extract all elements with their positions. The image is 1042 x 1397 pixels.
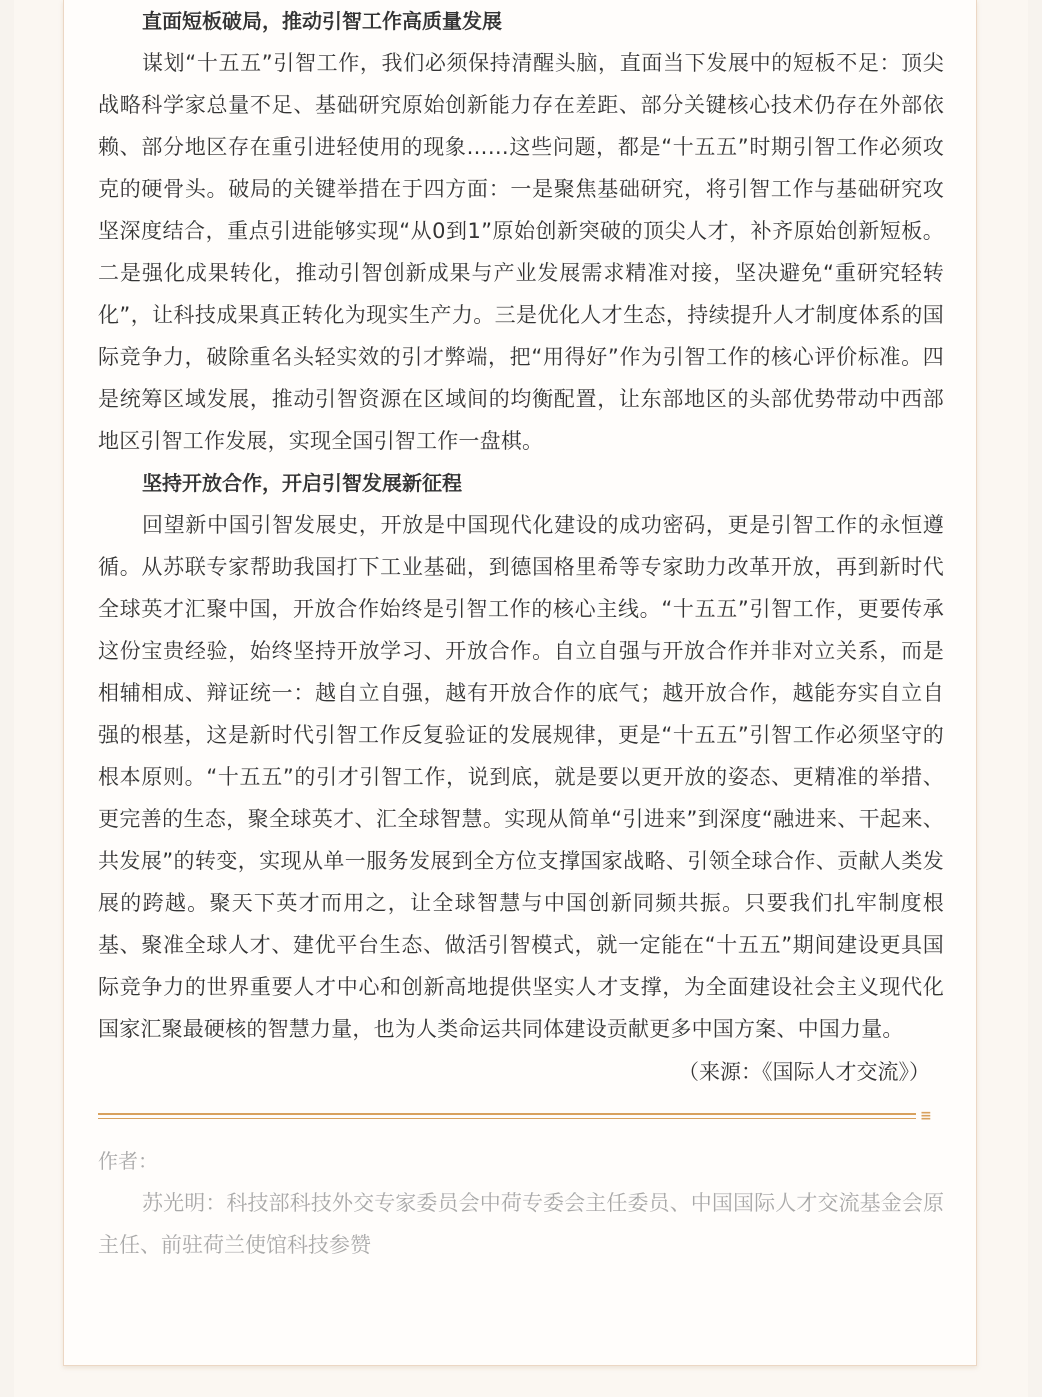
list-icon: ≡ bbox=[920, 1108, 932, 1124]
author-label: 作者： bbox=[98, 1149, 158, 1173]
divider bbox=[98, 1108, 932, 1124]
section-heading: 直面短板破局，推动引智工作高质量发展 bbox=[142, 9, 502, 33]
divider-line bbox=[98, 1113, 916, 1115]
divider-line bbox=[98, 1118, 916, 1119]
section-paragraph: 谋划“十五五”引智工作，我们必须保持清醒头脑，直面当下发展中的短板不足：顶尖战略科学家总量不足、基础研究原始创新能力存在差距、部分关键核心技术仍存在外部依赖、部分地区存在重引进轻使用的现象……这些问题，都是“十五五”时期引智工作必须攻克的硬骨头。破局的关键举措在于四方面：一是聚焦基础研究，将引智工作与基础研究攻坚深度结合，重点引进能够实现“从0到1”原始创新突破的顶尖人才，补齐原始创新短板。二是强化成果转化，推动引智创新成果与产业发展需求精准对接，坚决避免“重研究轻转化”，让科技成果真正转化为现实生产力。三是优化人才生态，持续提升人才制度体系的国际竞争力，破除重名头轻实效的引才弊端，把“用得好”作为引智工作的核心评价标准。四是统筹区域发展，推动引智资源在区域间的均衡配置，让东部地区的头部优势带动中西部地区引智工作发展，实现全国引智工作一盘棋。 bbox=[98, 51, 944, 453]
article-content bbox=[98, 0, 944, 1266]
section-heading: 坚持开放合作，开启引智发展新征程 bbox=[142, 471, 462, 495]
source-citation: （来源：《国际人才交流》） bbox=[678, 1060, 930, 1084]
section-paragraph: 回望新中国引智发展史，开放是中国现代化建设的成功密码，更是引智工作的永恒遵循。从苏联专家帮助我国打下工业基础，到德国格里希等专家助力改革开放，再到新时代全球英才汇聚中国，开放合作始终是引智工作的核心主线。“十五五”引智工作，更要传承这份宝贵经验，始终坚持开放学习、开放合作。自立自强与开放合作并非对立关系，而是相辅相成、辩证统一：越自立自强，越有开放合作的底气；越开放合作，越能夯实自立自强的根基，这是新时代引智工作反复验证的发展规律，更是“十五五”引智工作必须坚守的根本原则。“十五五”的引才引智工作，说到底，就是要以更开放的姿态、更精准的举措、更完善的生态，聚全球英才、汇全球智慧。实现从简单“引进来”到深度“融进来、干起来、共发展”的转变，实现从单一服务发展到全方位支撑国家战略、引领全球合作、贡献人类发展的跨越。聚天下英才而用之，让全球智慧与中国创新同频共振。只要我们扎牢制度根基、聚准全球人才、建优平台生态、做活引智模式，就一定能在“十五五”期间建设更具国际竞争力的世界重要人才中心和创新高地提供坚实人才支撑，为全面建设社会主义现代化国家汇聚最硬核的智慧力量，也为人类命运共同体建设贡献更多中国方案、中国力量。 bbox=[98, 513, 944, 1041]
author-bio: 苏光明：科技部科技外交专家委员会中荷专委会主任委员、中国国际人才交流基金会原主任、前驻荷兰使馆科技参赞 bbox=[98, 1191, 944, 1257]
